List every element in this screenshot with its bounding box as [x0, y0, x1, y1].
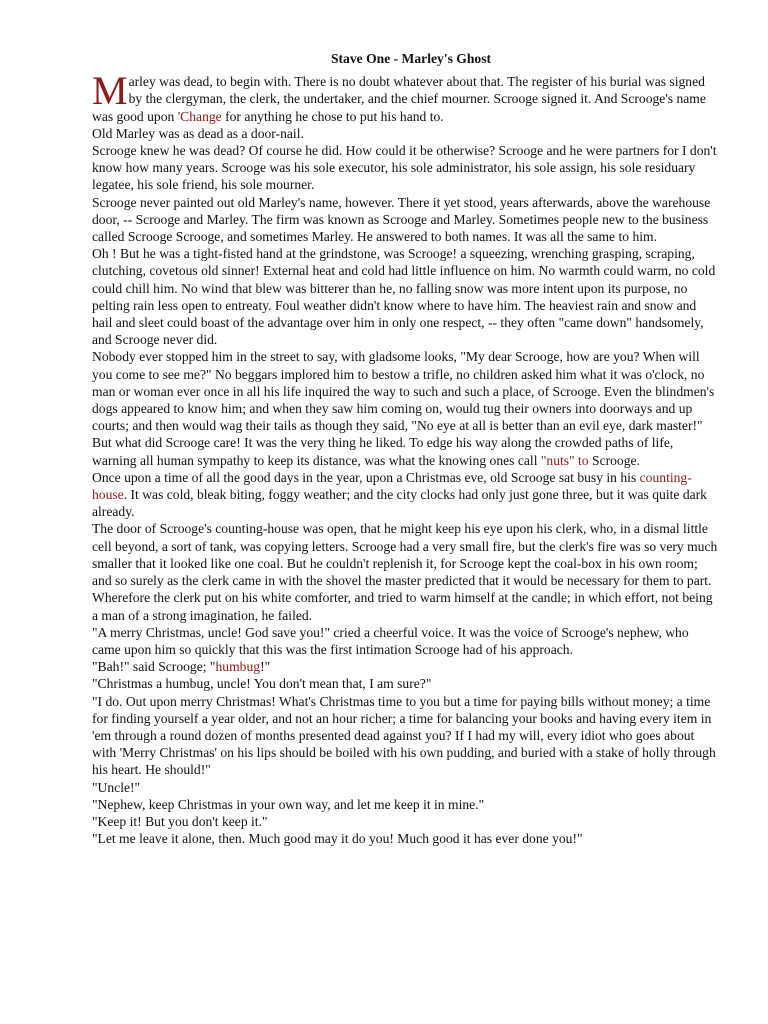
paragraph — [92, 813, 718, 830]
paragraph-text: arley was dead, to begin with. There is no doubt whatever about that. The register of his burial was signed by the clergyman, the clerk, the undertaker, and the chief mourner. Scrooge signed it. And Scrooge's name was good upon — [92, 74, 706, 124]
paragraph-text: But what did Scrooge care! It was the very thing he liked. To edge his way along the crowded paths of life, warning all human sympathy to keep its distance, was what the knowing ones call — [92, 435, 674, 468]
paragraph-text: "Christmas a humbug, uncle! You don't mean that, I am sure?" — [92, 676, 432, 692]
paragraph-text: Nobody ever stopped him in the street to say, with gladsome looks, "My dear Scrooge, how are you? When will you come to see me?" No beggars implored him to bestow a trifle, no children asked him what it was o'clock, no man or woman ever once in all his life inquired the way to such and such a place, of Scrooge. Even the blindmen's dogs appeared to know him; and when they saw him coming on, would tug their owners into doorways and up courts; and then would wag their tails as though they said, "No eye at all is better than an evil eye, dark master!" — [92, 349, 715, 434]
paragraph — [92, 624, 718, 658]
paragraph — [92, 194, 718, 246]
paragraph-text: Oh ! But he was a tight-fisted hand at the grindstone, was Scrooge! a squeezing, wrenching grasping, scraping, clutching, covetous old sinner! External heat and cold had little influence on him. No warmth could warm, no cold could chill him. No wind that blew was bitterer than he, no falling snow was more intent upon its purpose, no pelting rain less open to entreaty. Foul weather didn't know where to have him. The heaviest rain and snow and hail and sleet could boast of the advantage over him in only one respect, -- they often "came down" handsomely, and Scrooge never did. — [92, 246, 716, 348]
paragraph-text: "I do. Out upon merry Christmas! What's Christmas time to you but a time for paying bills without money; a time for finding yourself a year older, and not an hour richer; a time for balancing your books and having every item in 'em through a round dozen of months presented dead against you? If I had my will, every idiot who goes about with 'Merry Christmas' on his lips should be boiled with his own pudding, and buried with a stake of holly through his heart. He should!" — [92, 693, 716, 778]
paragraph-text: for anything he chose to put his hand to. — [221, 108, 444, 124]
glossary-link[interactable]: 'Change — [177, 108, 222, 124]
paragraph — [92, 830, 718, 847]
paragraph-text: Once upon a time of all the good days in the year, upon a Christmas eve, old Scrooge sat busy in his — [92, 469, 640, 485]
paragraph-text: "A merry Christmas, uncle! God save you!" cried a cheerful voice. It was the voice of Scrooge's nephew, who came upon him so quickly that this was the first intimation Scrooge had of his approach. — [92, 624, 689, 657]
paragraph-text: The door of Scrooge's counting-house was open, that he might keep his eye upon his clerk, who, in a dismal little cell beyond, a sort of tank, was copying letters. Scrooge had a very small fire, but the clerk's fire was so very much smaller that it looked like one coal. But he couldn't replenish it, for Scrooge kept the coal-box in his own room; and so surely as the clerk came in with the shovel the master predicted that it would be necessary for them to part. Wherefore the clerk put on his white comforter, and tried to warm himself at the candle; in which effort, not being a man of a strong imagination, he failed. — [92, 521, 718, 623]
paragraph — [92, 469, 718, 521]
glossary-link[interactable]: "nuts" to — [540, 452, 589, 468]
document-page — [92, 50, 718, 847]
paragraph — [92, 125, 718, 142]
paragraph-text: Scrooge never painted out old Marley's name, however. There it yet stood, years afterwards, above the warehouse door, -- Scrooge and Marley. The firm was known as Scrooge and Marley. Sometimes people new to the business called Scrooge Scrooge, and sometimes Marley. He answered to both names. It was all the same to him. — [92, 194, 711, 245]
paragraph-text: !" — [260, 659, 271, 675]
document-body — [92, 68, 718, 847]
paragraph — [92, 675, 718, 692]
paragraph-text: "Keep it! But you don't keep it." — [92, 813, 268, 829]
paragraph — [92, 779, 718, 796]
paragraph-text: "Nephew, keep Christmas in your own way, and let me keep it in mine." — [92, 796, 485, 812]
paragraph-text: Old Marley was as dead as a door-nail. — [92, 125, 304, 141]
paragraph-text: Scrooge knew he was dead? Of course he did. How could it be otherwise? Scrooge and he were partners for I don't know how many years. Scrooge was his sole executor, his sole administrator, his sole assign, his sole residuary legatee, his sole friend, his sole mourner. — [92, 143, 717, 193]
paragraph — [92, 520, 718, 623]
paragraph — [92, 693, 718, 779]
paragraph-text: "Bah!" said Scrooge; " — [92, 659, 216, 675]
glossary-link[interactable]: counting-house — [92, 469, 692, 503]
paragraph-text: . It was cold, bleak biting, foggy weather; and the city clocks had only just gone three, but it was quite dark already. — [92, 487, 707, 520]
paragraph — [92, 348, 718, 434]
paragraph — [92, 245, 718, 348]
paragraph — [92, 434, 718, 468]
paragraph — [92, 68, 718, 125]
paragraph — [92, 658, 718, 675]
page-title: Stave One - Marley's Ghost — [330, 51, 492, 66]
paragraph-text: "Let me leave it alone, then. Much good may it do you! Much good it has ever done you!" — [92, 831, 583, 847]
paragraph-text: Scrooge. — [588, 452, 640, 468]
paragraph-text: "Uncle!" — [92, 779, 141, 795]
drop-cap: M — [92, 68, 128, 114]
paragraph — [92, 142, 718, 194]
paragraph — [92, 796, 718, 813]
glossary-link[interactable]: humbug — [215, 659, 261, 675]
